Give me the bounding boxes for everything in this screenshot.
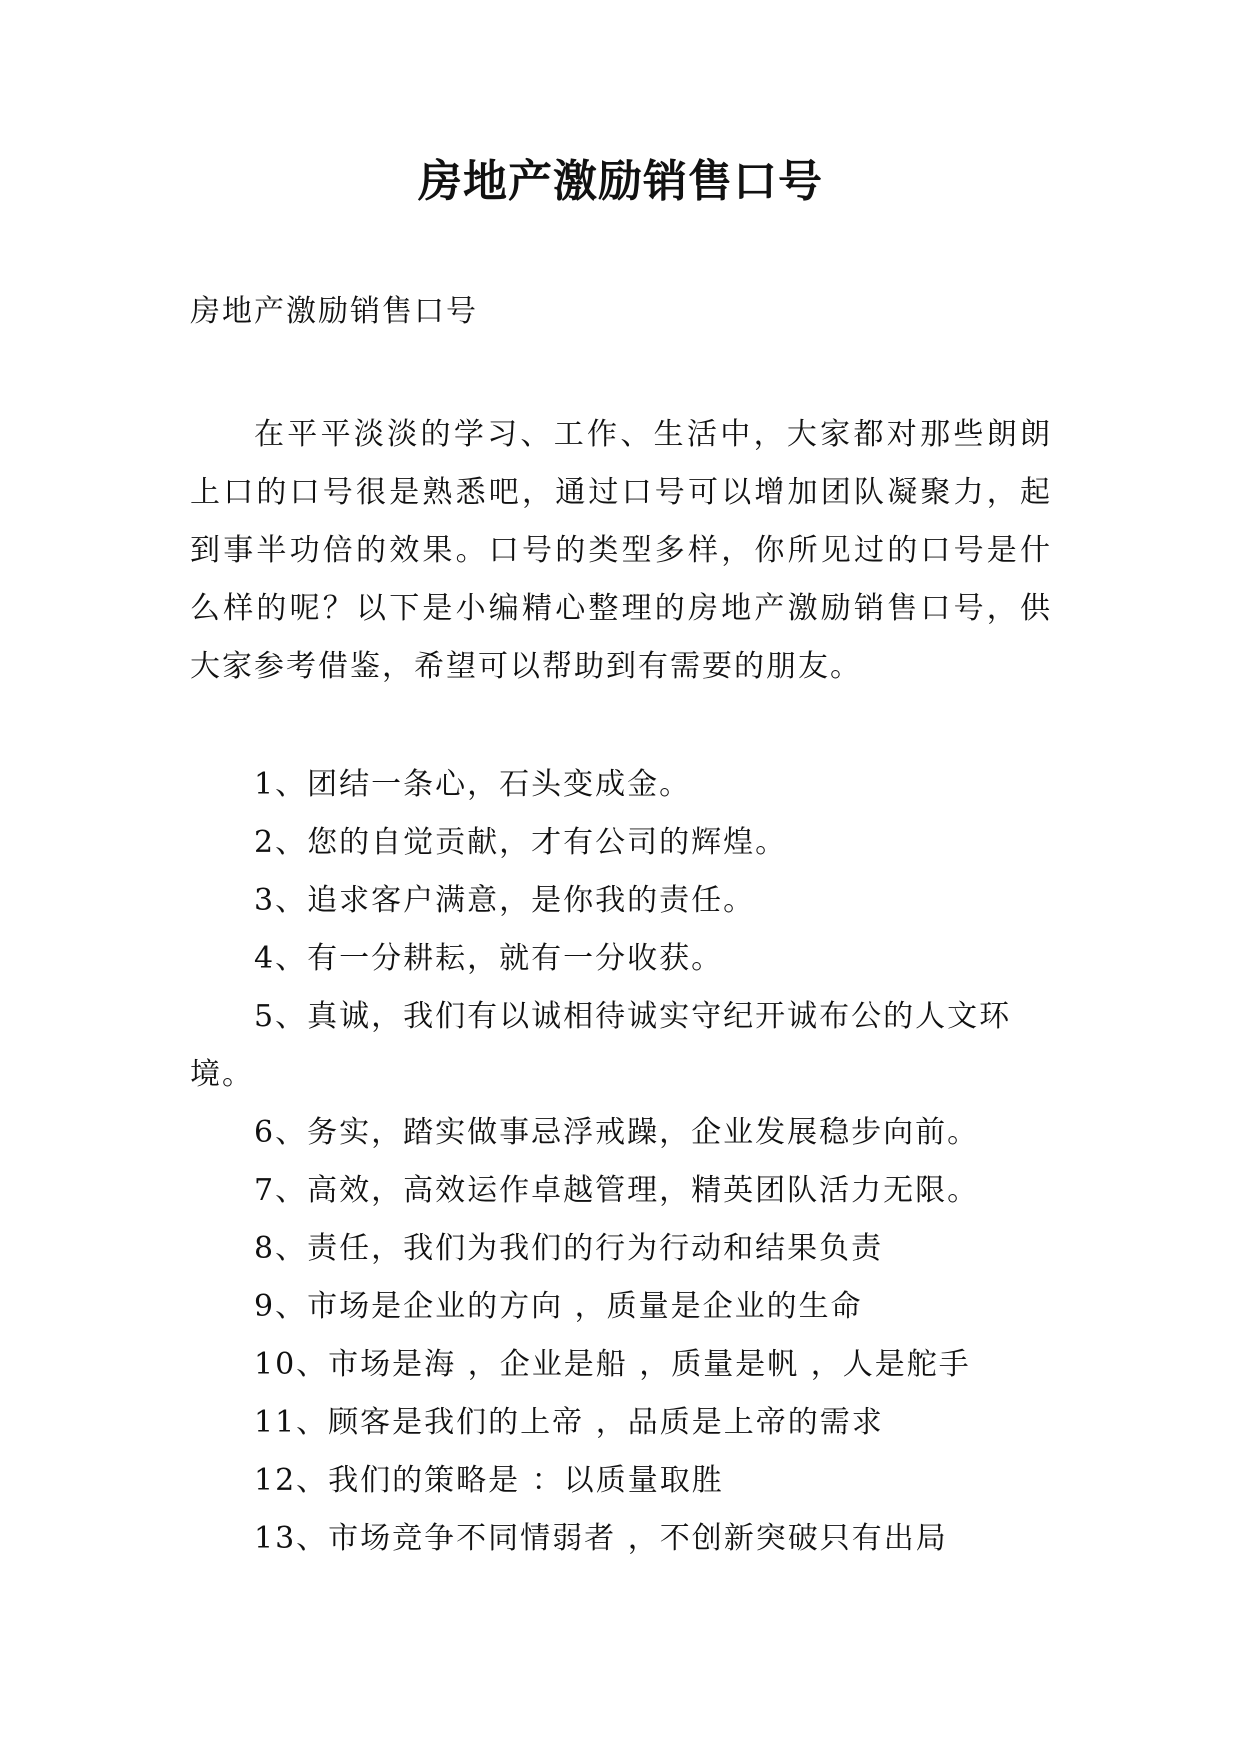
slogan-item-11: 11、顾客是我们的上帝 ，品质是上帝的需求 xyxy=(254,1405,884,1440)
document-subtitle: 房地产激励销售口号 xyxy=(190,294,478,329)
slogan-item-3: 3、追求客户满意，是你我的责任。 xyxy=(254,883,756,918)
slogan-item-2: 2、您的自觉贡献，才有公司的辉煌。 xyxy=(254,825,788,860)
slogan-item-13: 13、市场竞争不同情弱者 ，不创新突破只有出局 xyxy=(254,1521,948,1556)
slogan-item-4: 4、有一分耕耘，就有一分收获。 xyxy=(254,941,724,976)
slogan-item-1: 1、团结一条心，石头变成金。 xyxy=(254,767,692,802)
slogan-item-10: 10、市场是海 ，企业是船 ，质量是帆 ，人是舵手 xyxy=(254,1347,971,1382)
slogan-list xyxy=(190,756,1052,1568)
slogan-item-12: 12、我们的策略是 ：以质量取胜 xyxy=(254,1463,724,1498)
slogan-item-8: 8、责任，我们为我们的行为行动和结果负责 xyxy=(254,1231,884,1266)
slogan-item-9: 9、市场是企业的方向 ，质量是企业的生命 xyxy=(254,1289,863,1324)
intro-paragraph: 在平平淡淡的学习、工作、生活中，大家都对那些朗朗上口的口号很是熟悉吧，通过口号可以增加团队凝聚力，起到事半功倍的效果。口号的类型多样，你所见过的口号是什么样的呢？以下是小编精心整理的房地产激励销售口号，供大家参考借鉴，希望可以帮助到有需要的朋友。 xyxy=(190,417,1052,684)
slogan-item-6: 6、务实，踏实做事忌浮戒躁，企业发展稳步向前。 xyxy=(254,1115,980,1150)
slogan-item-7: 7、高效，高效运作卓越管理，精英团队活力无限。 xyxy=(254,1173,980,1208)
slogan-item-5: 5、真诚，我们有以诚相待诚实守纪开诚布公的人文环境。 xyxy=(190,999,1012,1092)
document-title: 房地产激励销售口号 xyxy=(418,156,823,207)
